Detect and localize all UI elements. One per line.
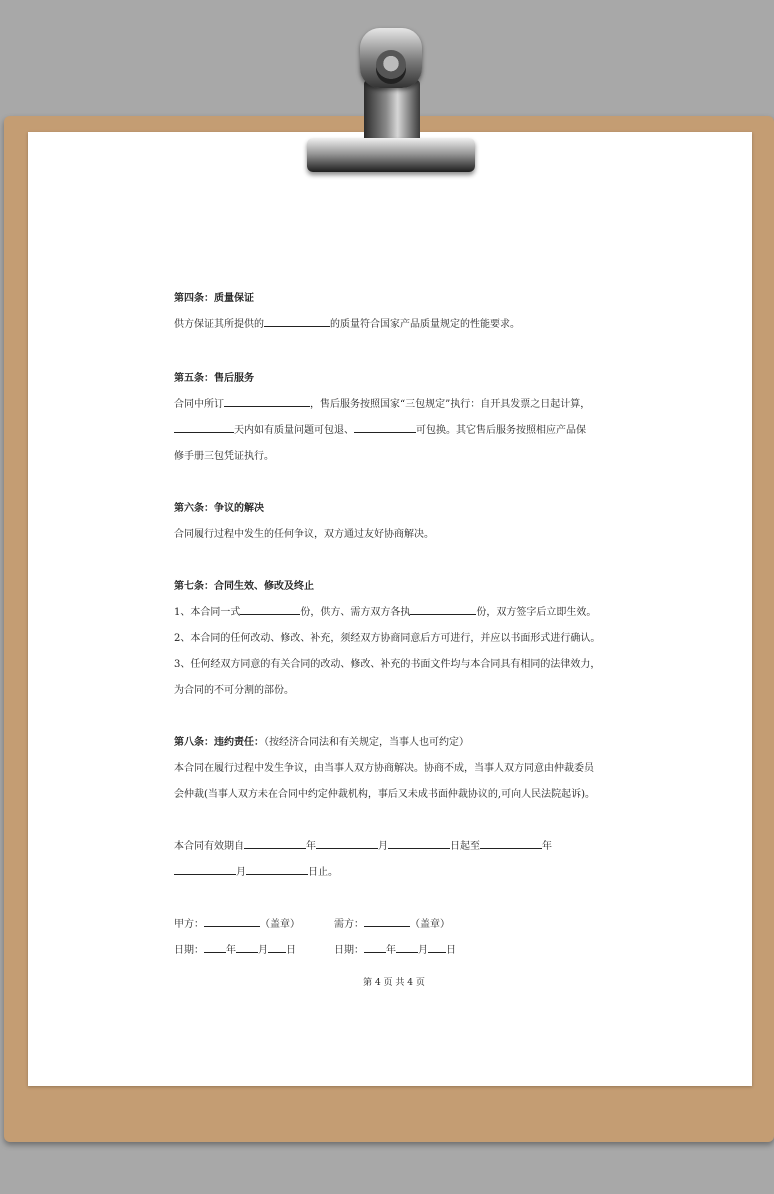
blank-field[interactable]: [396, 940, 418, 953]
section-5-line-3: 修手册三包凭证执行。: [174, 451, 274, 462]
section-4-heading: 第四条：质量保证: [174, 293, 254, 304]
validity-line-1: [174, 834, 614, 860]
section-7-line-3: 3、任何经双方同意的有关合同的改动、修改、补充的书面文件均与本合同具有相同的法律效力，: [174, 659, 601, 670]
section-7-line-1: [174, 600, 614, 626]
blank-field[interactable]: [204, 914, 260, 927]
section-4-line-1: [174, 312, 614, 338]
blank-field[interactable]: [410, 602, 476, 615]
text: 本合同有效期自: [174, 841, 244, 852]
text: 日止。: [308, 867, 338, 878]
page-number: 第 4 页 共 4 页: [363, 978, 425, 988]
section-6-heading: 第六条：争议的解决: [174, 503, 264, 514]
blank-field[interactable]: [354, 420, 416, 433]
text: 合同中所订: [174, 399, 224, 410]
blank-field[interactable]: [428, 940, 446, 953]
blank-field[interactable]: [174, 862, 236, 875]
date-row: [174, 938, 614, 964]
blank-field[interactable]: [244, 836, 306, 849]
text: 年: [542, 841, 552, 852]
contract-text: [174, 286, 614, 1005]
text: （盖章）: [260, 919, 300, 930]
text: 份，供方、需方双方各执: [300, 607, 411, 618]
blank-field[interactable]: [224, 394, 310, 407]
blank-field[interactable]: [246, 862, 308, 875]
section-8-line-2: 会仲裁(当事人双方未在合同中约定仲裁机构，事后又未成书面仲裁协议的,可向人民法院起诉)。: [174, 789, 595, 800]
blank-field[interactable]: [364, 940, 386, 953]
section-7-line-2: 2、本合同的任何改动、修改、补充，须经双方协商同意后方可进行，并应以书面形式进行确认。: [174, 633, 601, 644]
text: 月: [258, 945, 268, 956]
party-a-date: [174, 938, 334, 964]
blank-field[interactable]: [264, 314, 330, 327]
text: 月: [236, 867, 246, 878]
text: 年: [386, 945, 396, 956]
text: 月: [378, 841, 388, 852]
signature-row: [174, 912, 614, 938]
binder-clip-plate: [307, 138, 475, 172]
section-7-heading: 第七条：合同生效、修改及终止: [174, 581, 314, 592]
section-6-line-1: 合同履行过程中发生的任何争议，双方通过友好协商解决。: [174, 529, 434, 540]
party-b-signature: [334, 912, 450, 938]
text: 日: [286, 945, 296, 956]
text: 年: [226, 945, 236, 956]
text: 份，双方签字后立即生效。: [476, 607, 597, 618]
text: 可包换。其它售后服务按照相应产品保: [416, 425, 586, 436]
text: 日起至: [450, 841, 480, 852]
blank-field[interactable]: [174, 420, 234, 433]
party-b-date: [334, 938, 456, 964]
text: 月: [418, 945, 428, 956]
blank-field[interactable]: [364, 914, 410, 927]
blank-field[interactable]: [236, 940, 258, 953]
text: 天内如有质量问题可包退、: [234, 425, 354, 436]
blank-field[interactable]: [268, 940, 286, 953]
section-8-heading: 第八条：违约责任：: [174, 737, 264, 748]
section-8-line-1: 本合同在履行过程中发生争议，由当事人双方协商解决。协商不成，当事人双方同意由仲裁委员: [174, 763, 594, 774]
blank-field[interactable]: [388, 836, 450, 849]
text: 的质量符合国家产品质量规定的性能要求。: [330, 319, 520, 330]
blank-field[interactable]: [480, 836, 542, 849]
section-5-line-1: [174, 392, 614, 418]
section-5-heading: 第五条：售后服务: [174, 373, 254, 384]
section-5-line-2: [174, 418, 614, 444]
binder-clip-hole: [376, 50, 406, 84]
validity-line-2: [174, 860, 614, 886]
blank-field[interactable]: [316, 836, 378, 849]
text: 1、本合同一式: [174, 607, 241, 618]
text: 需方：: [334, 919, 364, 930]
blank-field[interactable]: [240, 602, 300, 615]
section-7-line-4: 为合同的不可分割的部份。: [174, 685, 294, 696]
section-8-heading-line: [174, 730, 614, 756]
text: ，售后服务按照国家“三包规定”执行：自开具发票之日起计算，: [310, 399, 591, 410]
text: （盖章）: [410, 919, 450, 930]
text: 日: [446, 945, 456, 956]
blank-field[interactable]: [204, 940, 226, 953]
text: 甲方：: [174, 919, 204, 930]
section-8-note: （按经济合同法和有关规定，当事人也可约定）: [264, 737, 469, 748]
binder-clip-arm: [364, 80, 420, 142]
text: 日期：: [334, 945, 364, 956]
text: 日期：: [174, 945, 204, 956]
text: 供方保证其所提供的: [174, 319, 264, 330]
text: 年: [306, 841, 316, 852]
party-a-signature: [174, 912, 334, 938]
